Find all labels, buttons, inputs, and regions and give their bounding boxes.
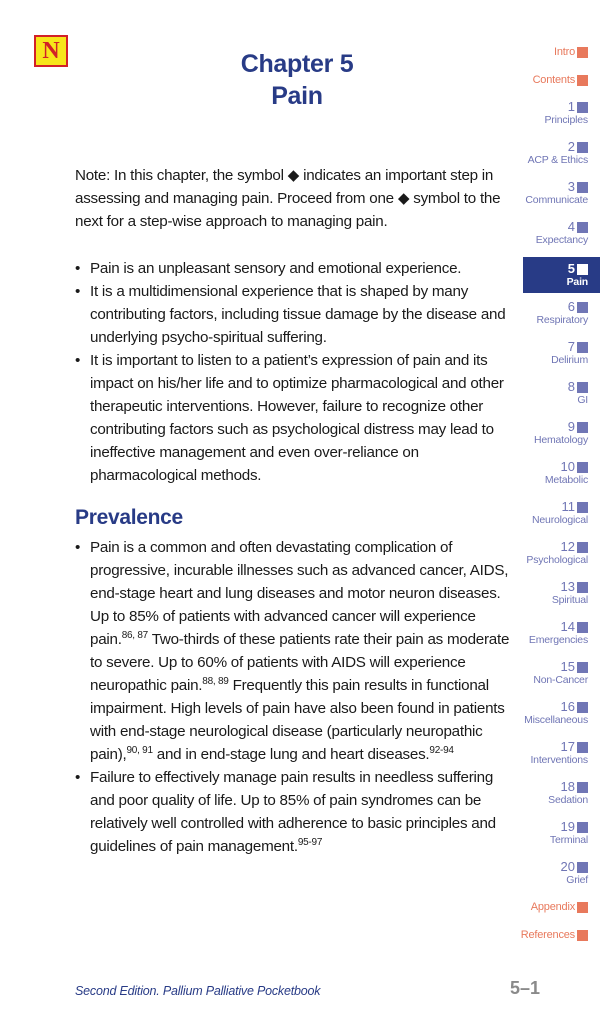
square-marker-icon <box>577 542 588 553</box>
nav-chapter-number: 5 <box>567 261 575 276</box>
chapter-nav <box>520 0 600 1013</box>
square-marker-icon <box>577 622 588 633</box>
nav-chapter-label: Communicate <box>525 194 588 206</box>
square-marker-icon <box>577 382 588 393</box>
square-marker-icon <box>577 264 588 275</box>
citation: 95-97 <box>297 836 323 848</box>
nav-chapter-number: 11 <box>561 499 575 514</box>
nav-chapter-label: Terminal <box>549 834 588 846</box>
section-heading-prevalence: Prevalence <box>75 506 183 529</box>
nav-chapter-label: Neurological <box>532 514 588 526</box>
chapter-title: Pain <box>271 82 323 110</box>
nav-appendix-label: Appendix <box>530 901 575 913</box>
square-marker-icon <box>577 502 588 513</box>
nav-references[interactable] <box>521 929 588 941</box>
nav-chapter-label: Hematology <box>533 434 588 446</box>
nav-chapter-17[interactable] <box>530 740 588 766</box>
nav-chapter-number: 18 <box>560 779 575 794</box>
square-marker-icon <box>577 302 588 313</box>
square-marker-icon <box>577 782 588 793</box>
nav-chapter-label: Non-Cancer <box>533 674 588 686</box>
nav-chapter-12[interactable] <box>526 540 588 566</box>
footer-edition: Second Edition. Pallium Palliative Pocketbook <box>75 984 321 998</box>
nav-chapter-16[interactable] <box>524 700 588 726</box>
page-title <box>130 48 464 112</box>
nav-chapter-label: GI <box>577 394 588 406</box>
nav-chapter-number: 1 <box>567 99 575 114</box>
nav-chapter-label: Spiritual <box>551 594 588 606</box>
nav-chapter-13[interactable] <box>552 580 588 606</box>
chapter-number: Chapter 5 <box>240 50 354 78</box>
list-item: • It is important to listen to a patient’s expression of pain and its impact on his/her life and to optimize pharmacological and other therapeutic interventions. However, failure to recognize other contributing factors such as psychological distress may lead to ineffective management and even over-reliance on pharmacological methods. <box>75 352 504 484</box>
nav-chapter-number: 16 <box>560 699 575 714</box>
square-marker-icon <box>577 222 588 233</box>
square-marker-icon <box>577 142 588 153</box>
square-marker-icon <box>577 742 588 753</box>
nav-chapter-label: Respiratory <box>536 314 588 326</box>
square-marker-icon <box>577 702 588 713</box>
nav-chapter-6[interactable] <box>537 300 588 326</box>
square-marker-icon <box>577 102 588 113</box>
prevalence-bullet-list <box>75 536 515 858</box>
nav-chapter-number: 9 <box>567 419 575 434</box>
nav-chapter-label: Emergencies <box>528 634 588 646</box>
square-marker-icon <box>577 342 588 353</box>
nav-chapter-number: 7 <box>567 339 575 354</box>
nav-chapter-18[interactable] <box>548 780 588 806</box>
nav-chapter-label: Psychological <box>526 554 588 566</box>
nav-chapter-number: 6 <box>567 299 575 314</box>
square-marker-icon <box>577 47 588 58</box>
intro-bullet-list <box>75 257 515 487</box>
nav-chapter-4[interactable] <box>536 220 588 246</box>
nav-chapter-20[interactable] <box>561 860 588 886</box>
nav-chapter-number: 3 <box>567 179 575 194</box>
square-marker-icon <box>577 862 588 873</box>
nav-chapter-number: 13 <box>560 579 575 594</box>
list-item: • It is a multidimensional experience that is shaped by many contributing factors, including tissue damage by the disease and underlying psycho-spiritual suffering. <box>75 283 506 346</box>
nav-chapter-label: ACP & Ethics <box>527 154 588 166</box>
square-marker-icon <box>577 422 588 433</box>
square-marker-icon <box>577 902 588 913</box>
square-marker-icon <box>577 930 588 941</box>
intro-note: Note: In this chapter, the symbol ◆ indicates an important step in assessing and managing pain. Proceed from one ◆ symbol to the next for a step-wise approach to managing pain. <box>75 167 501 230</box>
nav-chapter-14[interactable] <box>529 620 588 646</box>
nav-chapter-label: Grief <box>566 874 588 886</box>
square-marker-icon <box>577 662 588 673</box>
nav-chapter-8[interactable] <box>568 380 588 406</box>
nav-chapter-label: Delirium <box>551 354 588 366</box>
list-item: • Pain is an unpleasant sensory and emotional experience. <box>75 260 462 277</box>
square-marker-icon <box>577 462 588 473</box>
nav-chapter-number: 8 <box>567 379 575 394</box>
nav-chapter-number: 14 <box>560 619 575 634</box>
nav-chapter-9[interactable] <box>534 420 588 446</box>
nav-chapter-3[interactable] <box>525 180 588 206</box>
citation: 88, 89 <box>202 675 229 687</box>
square-marker-icon <box>577 182 588 193</box>
nav-chapter-15[interactable] <box>533 660 588 686</box>
citation: 86, 87 <box>121 629 148 641</box>
nav-contents-label: Contents <box>532 74 575 86</box>
square-marker-icon <box>577 75 588 86</box>
nav-intro-label: Intro <box>553 46 575 58</box>
nav-chapter-number: 17 <box>560 739 575 754</box>
nav-chapter-label: Miscellaneous <box>524 714 588 726</box>
nav-chapter-number: 10 <box>560 459 575 474</box>
nav-chapter-number: 4 <box>567 219 575 234</box>
nav-chapter-label: Interventions <box>530 754 588 766</box>
nav-intro[interactable] <box>554 46 588 58</box>
nav-chapter-label: Metabolic <box>544 474 588 486</box>
nav-chapter-number: 12 <box>560 539 575 554</box>
nav-chapter-number: 20 <box>560 859 575 874</box>
nav-references-label: References <box>520 929 575 941</box>
nav-chapter-1[interactable] <box>544 100 588 126</box>
list-item: • Pain is a common and often devastating complication of progressive, incurable illnesses such as advanced cancer, AIDS, end-stage heart and lung diseases and motor neuron diseases. Up to 85% of patients with advanced cancer will experience pain.$^{86, 87}$ Two-thirds of these patients rate their pain as moderate to severe. Up to 60% of patients with AIDS will experience neuropathic pain.$^{88, 89}$ Frequently this pain results in functional impairment. High levels of pain have also been found in patients with end-stage neurological disease (particularly neuropathic pain),$^{90, 91}$ and in end-stage lung and heart diseases.$^{92-94}$ <box>75 539 510 763</box>
square-marker-icon <box>577 582 588 593</box>
active-chapter-highlight <box>523 257 600 293</box>
pallium-logo: N <box>34 35 68 67</box>
nav-chapter-label: Expectancy <box>535 234 588 246</box>
nav-chapter-19[interactable] <box>550 820 588 846</box>
nav-chapter-7[interactable] <box>551 340 588 366</box>
nav-chapter-label: Sedation <box>548 794 588 806</box>
citation: 92-94 <box>429 744 454 756</box>
nav-chapter-number: 2 <box>567 139 575 154</box>
nav-chapter-5[interactable] <box>567 262 588 288</box>
nav-chapter-number: 15 <box>560 659 575 674</box>
nav-chapter-10[interactable] <box>545 460 588 486</box>
page-number: 5–1 <box>510 978 541 998</box>
nav-chapter-11[interactable] <box>532 500 588 526</box>
list-item: • Failure to effectively manage pain results in needless suffering and poor quality of life. Up to 85% of pain syndromes can be relatively well controlled with adherence to basic principles and guidelines of pain management.$^{95-97}$ <box>75 769 496 855</box>
citation: 90, 91 <box>126 744 153 756</box>
square-marker-icon <box>577 822 588 833</box>
nav-chapter-number: 19 <box>560 819 575 834</box>
nav-chapter-label: Principles <box>544 114 588 126</box>
nav-chapter-2[interactable] <box>528 140 588 166</box>
nav-contents[interactable] <box>533 74 588 86</box>
nav-chapter-label: Pain <box>566 276 588 288</box>
nav-appendix[interactable] <box>531 901 588 913</box>
